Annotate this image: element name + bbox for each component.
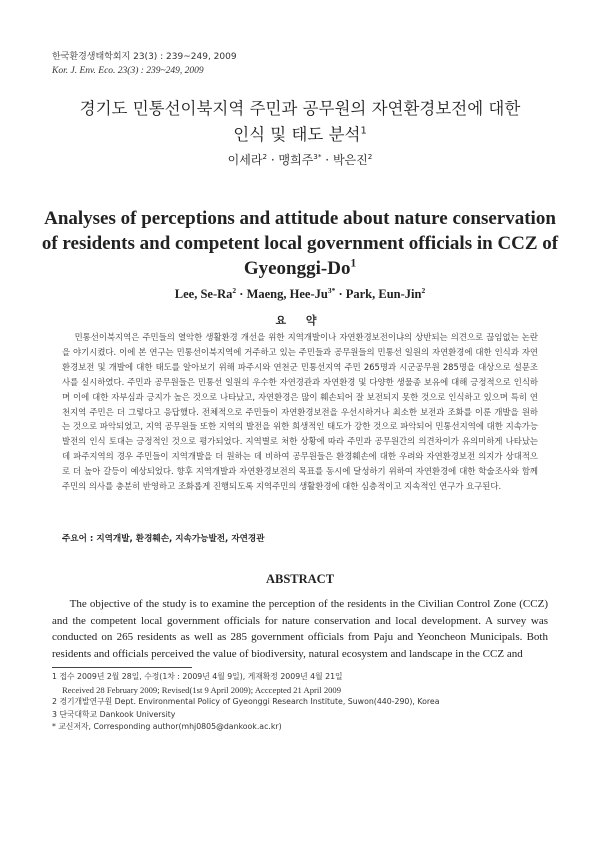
author-ko-2-note: 3* [313,152,322,161]
english-abstract: The objective of the study is to examine the perception of the residents in the Civilian Control Zone (CCZ) and the competent local government officials for nature conservation and local development. A survey was conducted on 265 residents as well as 285 government officials from Paju and Yeoncheon Municipals. Both residents and officials perceived the value of biodiversity, natural ecosystem and landscape in the CCZ and [52,598,548,660]
footnotes [52,671,548,734]
korean-title-line1: 경기도 민통선이북지역 주민과 공무원의 자연환경보전에 대한 [79,99,521,118]
author-ko-3: 박은진 [332,153,368,167]
abstract-heading: ABSTRACT [265,572,335,586]
korean-authors [0,151,600,168]
english-title-line3-text: Gyeonggi-Do [243,258,351,279]
korean-title-line2 [0,122,600,148]
footnote-2: 2 경기개발연구원 Dept. Environmental Policy of Gyeonggi Research Institute, Suwon(440-290), Korea [52,697,440,707]
footnote-divider [52,667,192,668]
footnote-3: 3 단국대학교 Dankook University [52,709,176,719]
author-en-3: Park, Eun-Jin [345,287,422,301]
author-separator: · [239,287,244,301]
author-en-3-note: 2 [421,285,426,295]
author-separator: · [325,153,330,167]
english-title-line3 [40,256,560,281]
footnote-corresponding: * 교신저자, Corresponding author(mhj0805@dankook.ac.kr) [52,722,282,732]
journal-citation-ko: 한국환경생태학회지 23(3) : 239~249, 2009 [52,52,237,62]
author-en-2: Maeng, Hee-Ju [246,287,328,301]
english-title-line1: Analyses of perceptions and attitude about nature conservation [44,208,556,229]
english-authors [0,287,600,302]
korean-title-note: 1 [360,125,367,137]
author-en-1: Lee, Se-Ra [174,287,233,301]
korean-title [0,96,600,148]
korean-keywords: 주요어 : 지역개발, 환경훼손, 지속가능발전, 자연경관 [62,534,265,544]
korean-abstract: 민통선이북지역은 주민들의 열악한 생활환경 개선을 위한 지역개발이나 자연환경보전이냐의 상반되는 의견으로 끊임없는 논란을 야기시켰다. 이에 본 연구는 민통선이북지역에 거주하고 있는 주민들과 공무원들의 민통선 일원의 자연환경에 대한 인식과 자연환경보전 및 개발에 대한 태도를 알아보기 위해 파주시와 연천군 민통선지역 주민 265명과 시군공무원 285명을 대상으로 설문조사를 실시하였다. 주민과 공무원들은 민통선 일원의 우수한 자연경관과 자연환경 및 다양한 생물종 보유에 대해 긍정적으로 인식하며 이에 대한 자부심과 긍지가 높은 것으로 나타났고, 자연환경은 많이 훼손되어 잘 보전되지 못한 것으로 인식하고 있으며 특히 연천지역 주민은 더 그렇다고 응답했다. 전체적으로 주민들이 자연환경보전을 우선시하거나 최소한 보전과 조화를 이룬 개발을 원하는 것으로 파악되었고, 지역 공무원들 또한 지역의 발전을 위한 희생적인 태도가 강한 것으로 파악되어 민통선지역에 대한 지속가능발전의 인식 토대는 긍정적인 것으로 평가되었다. 지역별로 처한 상황에 따라 주민과 공무원간의 의견차이가 유의미하게 나타났는데 파주지역의 경우 주민들이 지역개발을 더 원하는 데 비하여 공무원들은 환경훼손에 대한 우려와 자연환경보전 의지가 상대적으로 더 높아 갈등이 예상되었다. 향후 지역개발과 자연환경보전의 목표를 동시에 달성하기 위하여 자연환경에 대한 학술조사와 함께 주민의 의사를 충분히 반영하고 조화롭게 진행되도록 지역주민의 생활환경에 대한 심층적이고 지속적인 연구가 요구된다. [62,332,538,492]
english-title-note: 1 [350,257,357,270]
author-ko-2: 맹희주 [278,153,314,167]
author-ko-3-note: 2 [367,152,373,161]
korean-abstract-heading: 요 약 [275,314,325,327]
author-ko-1: 이세라 [227,153,263,167]
journal-header [52,50,237,78]
footnote-1: 1 접수 2009년 2월 28일, 수정(1차 : 2009년 4월 9일), 게재확정 2009년 4월 21일 [52,672,343,681]
journal-citation-en: Kor. J. Env. Eco. 23(3) : 239~249, 2009 [52,66,204,76]
footnote-1-english: Received 28 February 2009; Revised(1st 9 April 2009); Acccepted 21 April 2009 [62,684,342,695]
english-title-line2: of residents and competent local government officials in CCZ of [41,233,559,254]
korean-title-line2-text: 인식 및 태도 분석 [233,125,361,144]
author-en-2-note: 3* [327,285,336,295]
author-ko-1-note: 2 [262,152,268,161]
author-separator: · [338,287,343,301]
author-separator: · [270,153,275,167]
author-en-1-note: 2 [232,285,237,295]
english-title [40,206,560,281]
